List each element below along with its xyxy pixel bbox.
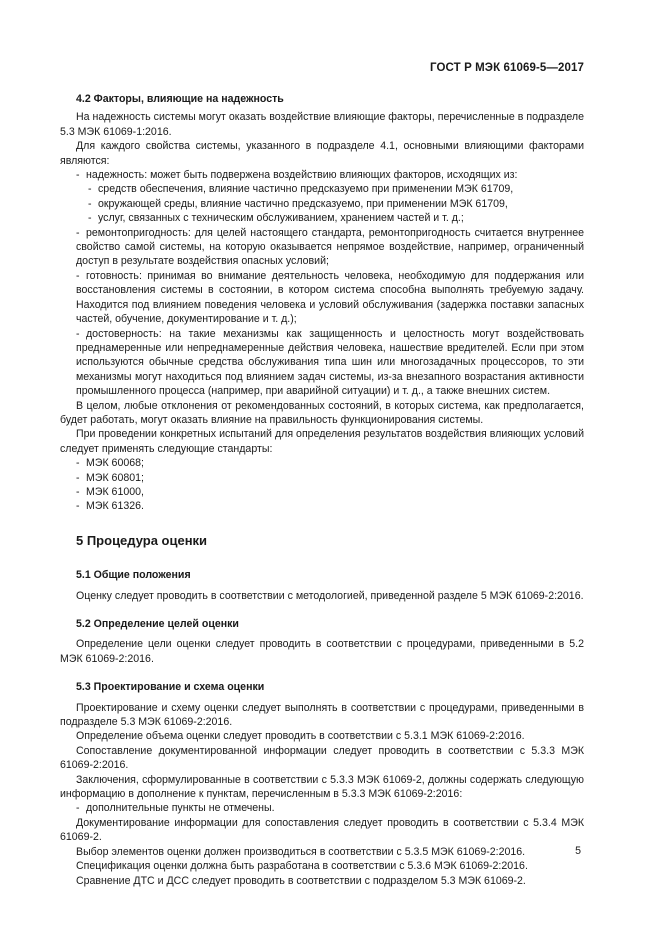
section-5-title: 5 Процедура оценки xyxy=(76,532,208,548)
list-item: - ремонтопригодность: для целей настоящего стандарта, ремонтопригодность считается внутреннее свойство самой системы, на которую оказывается непрямое воздействие, например, ограниченный доступ в результате воздействия опасных условий; xyxy=(76,226,584,268)
paragraph: Заключения, сформулированные в соответствии с 5.3.3 МЭК 61069-2, должны содержать следующую информацию в дополнение к пунктам, перечисленным в 5.3.3 МЭК 61069-2:2016: xyxy=(60,773,584,801)
paragraph: Определение цели оценки следует проводить в соответствии с процедурами, приведенными в 5.2 МЭК 61069-2:2016. xyxy=(60,638,584,665)
section-5-1-title: 5.1 Общие положения xyxy=(76,569,191,582)
section-5-2-title: 5.2 Определение целей оценки xyxy=(76,618,239,630)
standard-item: - МЭК 61326. xyxy=(76,500,144,513)
document-body xyxy=(60,92,584,888)
list-item: - готовность: принимая во внимание деятельность человека, необходимую для поддержания или восстановления системы в состоянии, в котором система способна выполнять требуемую задачу. Находится под влиянием поведения человека и условий обслуживания (задержка поставки запасных частей, обучение, документирование и т. д.); xyxy=(76,269,584,326)
list-item: - достоверность: на такие механизмы как защищенность и целостность могут воздействовать преднамеренные или непреднамеренные действия человека, нашествие вредителей. Если при этом используются обычные средства обслуживания типа шин или многозадачных процессоров, то эти механизмы могут находиться под влиянием задач системы, из-за внезапного возрастания активности промышленного процесса (например, при аварийной ситуации) и т. д., а также внешних систем. xyxy=(76,327,584,398)
sub-list-item-text: услуг, связанных с техническим обслуживанием, хранением частей и т. д.; xyxy=(98,212,464,225)
standard-name: МЭК 61000, xyxy=(86,485,144,498)
section-4-2-title: 4.2 Факторы, влияющие на надежность xyxy=(76,93,284,105)
section-5-3-title: 5.3 Проектирование и схема оценки xyxy=(76,681,265,694)
list-item-text: готовность: принимая во внимание деятельность человека, необходимую для поддержания или восстановления системы в состоянии, в котором система способна выполнять требуемую задачу. Находится под влиянием поведения человека и условий обслуживания (задержка поставки запасных частей, обучение, документирование и т. д.); xyxy=(76,269,584,326)
list-item: - надежность: может быть подвержена воздействию влияющих факторов, исходящих из: xyxy=(76,169,518,182)
paragraph: Оценку следует проводить в соответствии с методологией, приведенной разделе 5 МЭК 61069-2:2016. xyxy=(76,589,584,602)
paragraph: Сравнение ДТС и ДСС следует проводить в соответствии с подразделом 5.3 МЭК 61069-2. xyxy=(76,874,526,887)
sub-list-item-text: средств обеспечения, влияние частично предсказуемо при применении МЭК 61709, xyxy=(98,183,514,196)
list-item-text: дополнительные пункты не отмечены. xyxy=(86,802,275,815)
paragraph: Спецификация оценки должна быть разработана в соответствии с 5.3.6 МЭК 61069-2:2016. xyxy=(76,860,528,873)
list-item-text: достоверность: на такие механизмы как защищенность и целостность могут воздействовать преднамеренные или непреднамеренные действия человека, нашествие вредителей. Если при этом используются обычные средства обслуживания типа шин или многозадачных процессоров, то эти механизмы могут находиться под влиянием задач системы, из-за внезапного возрастания активности промышленного процесса (например, при аварийной ситуации) и т. д., а также внешних систем. xyxy=(76,327,584,398)
paragraph: На надежность системы могут оказать воздействие влияющие факторы, перечисленные в подразделе 5.3 МЭК 61069-1:2016. xyxy=(60,111,584,138)
standard-item: - МЭК 60068; xyxy=(76,457,144,470)
sub-list-item: - средств обеспечения, влияние частично предсказуемо при применении МЭК 61709, xyxy=(88,183,514,196)
page-number: 5 xyxy=(575,845,581,857)
paragraph: Определение объема оценки следует проводить в соответствии с 5.3.1 МЭК 61069-2:2016. xyxy=(76,730,525,743)
standard-name: МЭК 61326. xyxy=(86,500,144,513)
list-item-text: ремонтопригодность: для целей настоящего стандарта, ремонтопригодность считается внутреннее свойство самой системы, на которую оказывается непрямое воздействие, например, ограниченный доступ в результате воздействия опасных условий; xyxy=(76,226,584,268)
document-code: ГОСТ Р МЭК 61069-5—2017 xyxy=(430,62,584,74)
list-item-text: надежность: может быть подвержена воздействию влияющих факторов, исходящих из: xyxy=(86,169,518,182)
paragraph: Для каждого свойства системы, указанного в подразделе 4.1, основными влияющими факторами являются: xyxy=(60,140,584,167)
paragraph: Сопоставление документированной информации следует проводить в соответствии с 5.3.3 МЭК 61069-2:2016. xyxy=(60,744,584,772)
sub-list-item: - окружающей среды, влияние частично предсказуемо, при применении МЭК 61709, xyxy=(88,197,508,210)
paragraph: Выбор элементов оценки должен производиться в соответствии с 5.3.5 МЭК 61069-2:2016. xyxy=(76,845,526,858)
list-item: - дополнительные пункты не отмечены. xyxy=(76,802,275,815)
standard-item: - МЭК 61000, xyxy=(76,485,144,498)
paragraph: Проектирование и схему оценки следует выполнять в соответствии с процедурами, приведенными в подразделе 5.3 МЭК 61069-2:2016. xyxy=(60,701,584,729)
standard-name: МЭК 60068; xyxy=(86,457,144,470)
standard-item: - МЭК 60801; xyxy=(76,471,144,484)
paragraph: При проведении конкретных испытаний для определения результатов воздействия влияющих условий следует применять следующие стандарты: xyxy=(60,428,584,455)
paragraph: В целом, любые отклонения от рекомендованных состояний, в которых система, как предполагается, будет работать, могут оказать влияние на правильность функционирования системы. xyxy=(60,399,584,426)
sub-list-item: - услуг, связанных с техническим обслуживанием, хранением частей и т. д.; xyxy=(88,212,464,225)
sub-list-item-text: окружающей среды, влияние частично предсказуемо, при применении МЭК 61709, xyxy=(98,197,508,210)
standard-name: МЭК 60801; xyxy=(86,471,144,484)
paragraph: Документирование информации для сопоставления следует проводить в соответствии с 5.3.4 МЭК 61069-2. xyxy=(60,816,584,844)
